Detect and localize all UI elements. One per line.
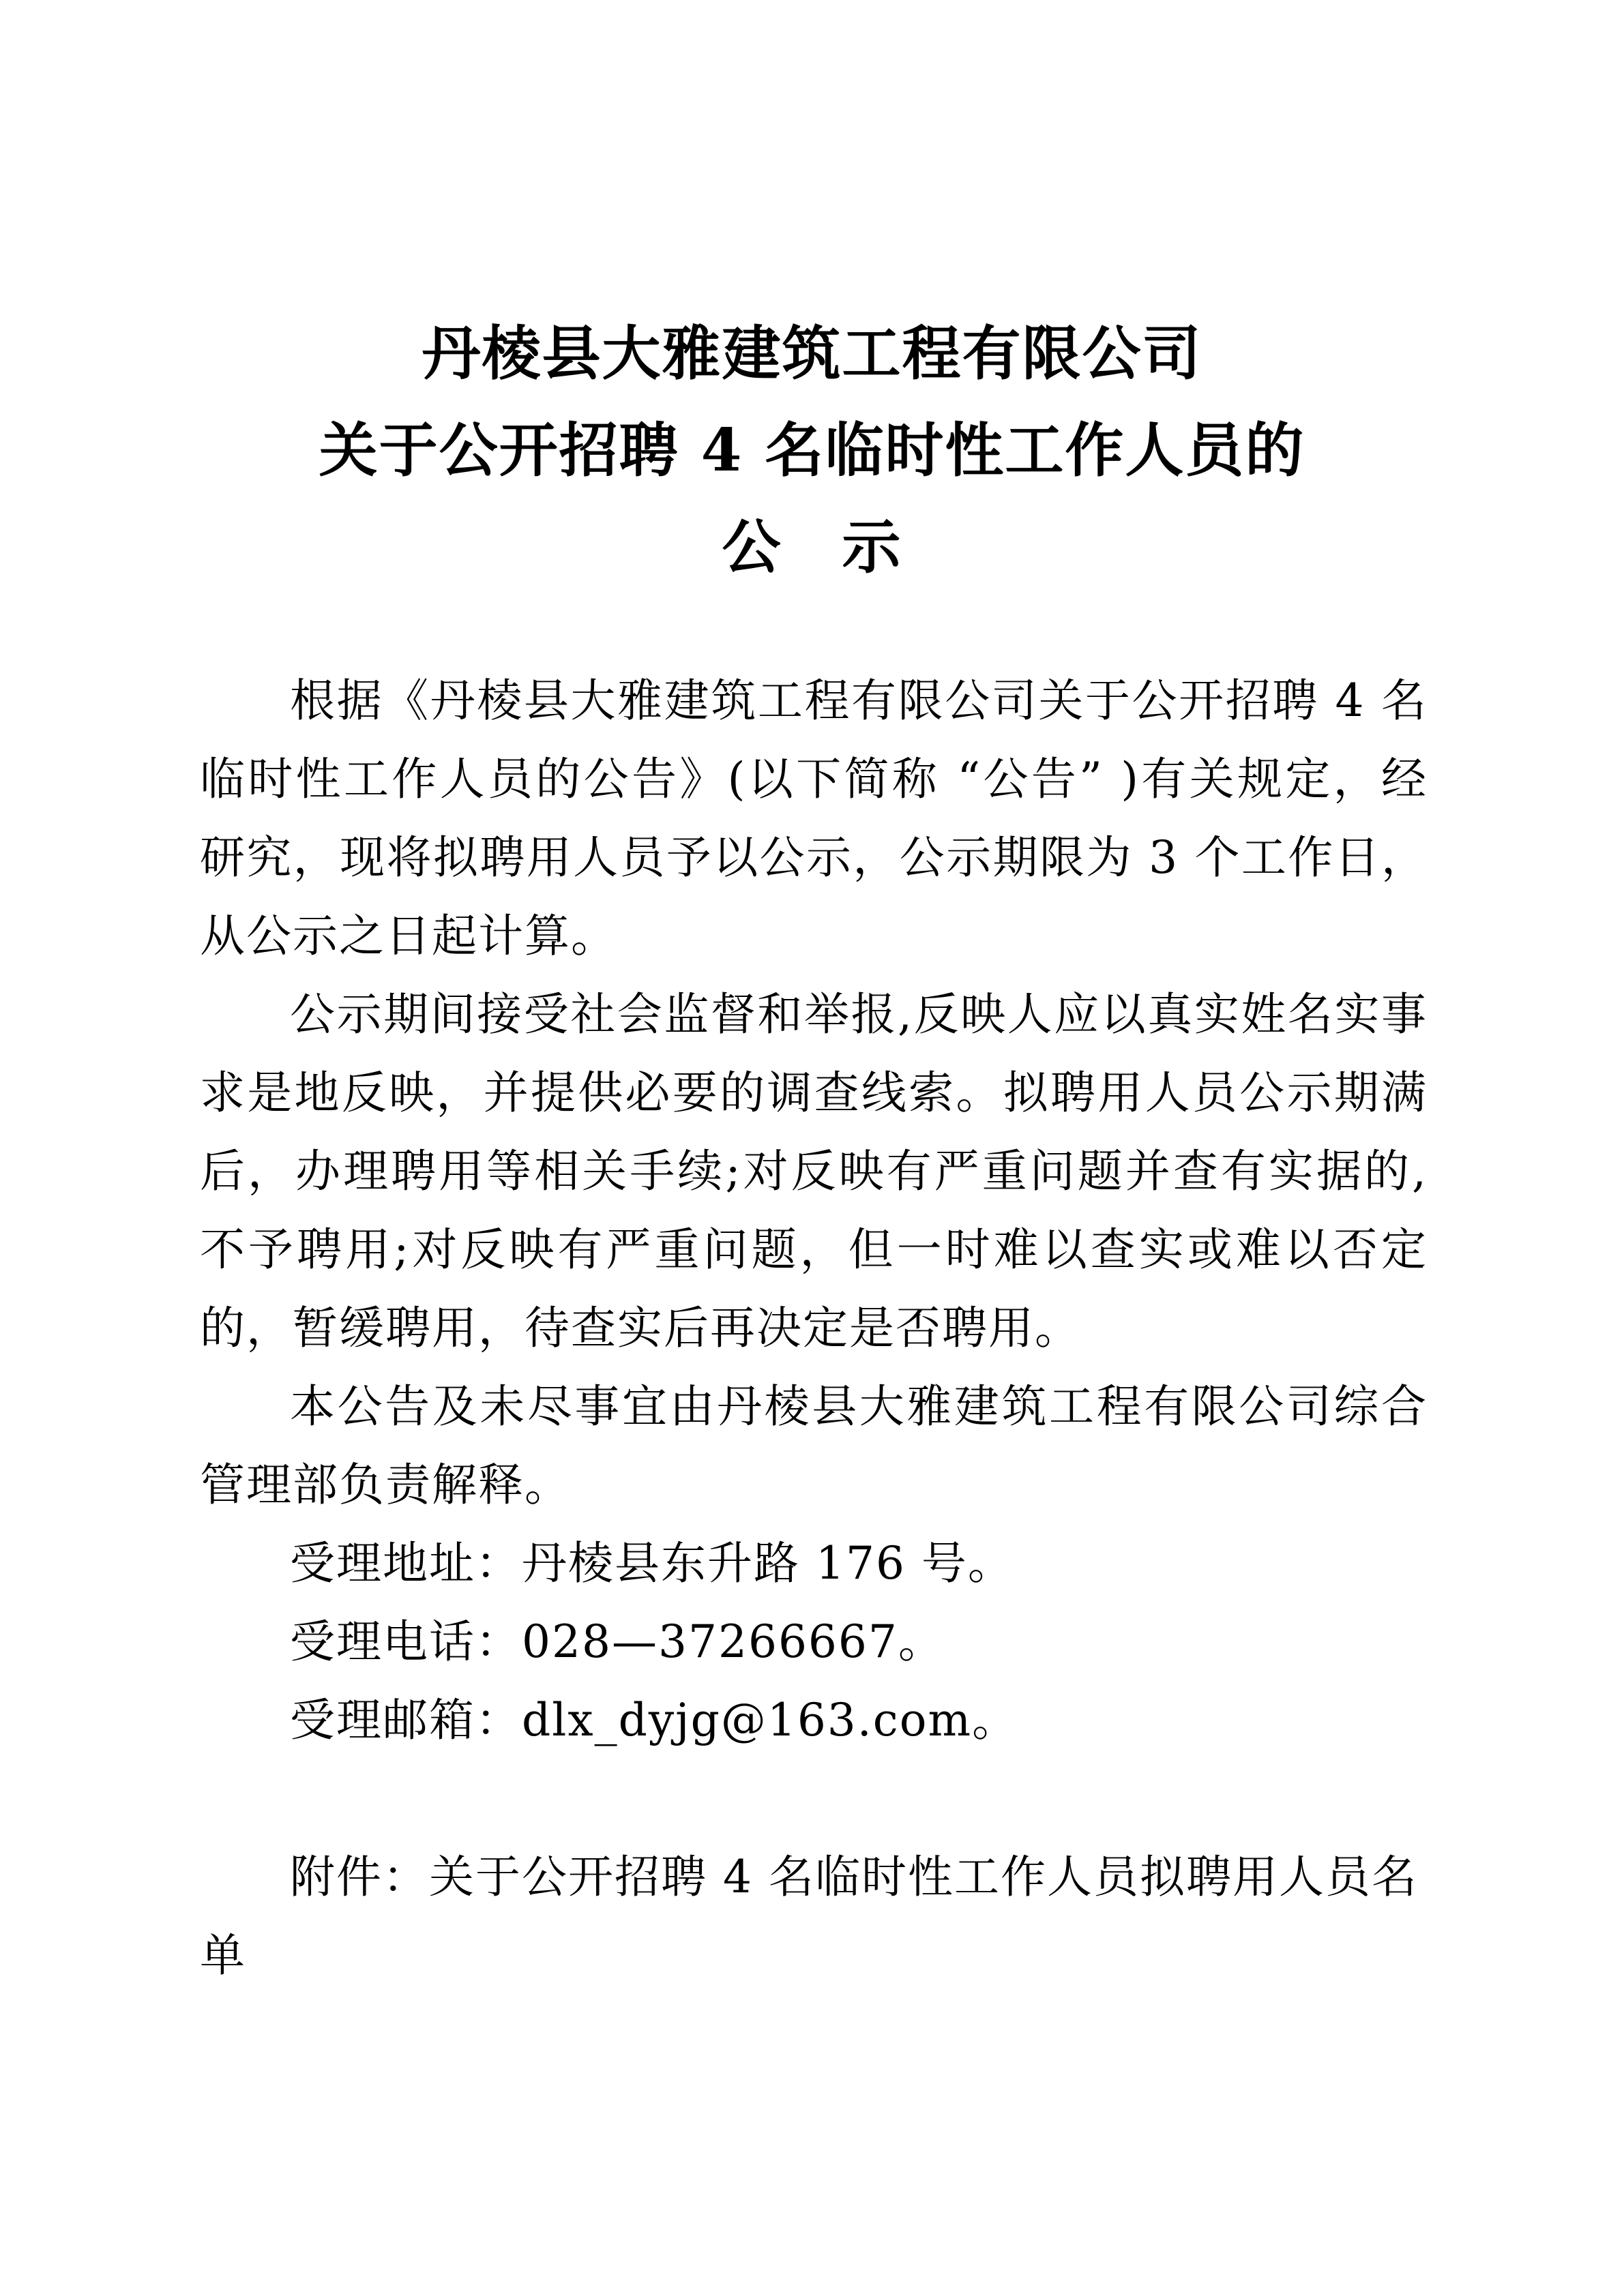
contact-phone-value: 028—37266667。: [522, 1615, 945, 1668]
document-body: [0, 596, 1624, 1995]
title-line-subject: 关于公开招聘 4 名临时性工作人员的: [319, 416, 1305, 485]
contact-address-line: [200, 1524, 1428, 1602]
contact-email-value: dlx_dyjg@163.com。: [522, 1694, 1019, 1746]
title-line-announcement: 公 示: [722, 513, 902, 582]
paragraph-supervision: 公示期间接受社会监督和举报,反映人应以真实姓名实事求是地反映，并提供必要的调查线索。拟聘用人员公示期满后，办理聘用等相关手续;对反映有严重问题并查有实据的,不予聘用;对反映有严重问题，但一时难以查实或难以否定的，暂缓聘用，待查实后再决定是否聘用。: [200, 988, 1428, 1354]
contact-email-line: [200, 1681, 1428, 1759]
paragraph-basis: 根据《丹棱县大雅建筑工程有限公司关于公开招聘 4 名临时性工作人员的公告》(以下简称 “公告” )有关规定，经研究，现将拟聘用人员予以公示，公示期限为 3 个工作日，从公示之日起计算。: [200, 674, 1428, 962]
contact-email-label: 受理邮箱：: [290, 1694, 522, 1746]
title-line-company: 丹棱县大雅建筑工程有限公司: [422, 319, 1202, 388]
contact-phone-label: 受理电话：: [290, 1615, 522, 1668]
attachment-note: 附件：关于公开招聘 4 名临时性工作人员拟聘用人员名单: [200, 1851, 1418, 1982]
paragraph-interpretation: 本公告及未尽事宜由丹棱县大雅建筑工程有限公司综合管理部负责解释。: [200, 1380, 1428, 1511]
contact-phone-line: [200, 1602, 1428, 1681]
contact-address-label: 受理地址：: [290, 1537, 522, 1590]
document-title: [0, 0, 1624, 596]
contact-address-value: 丹棱县东升路 176 号。: [522, 1537, 1014, 1590]
